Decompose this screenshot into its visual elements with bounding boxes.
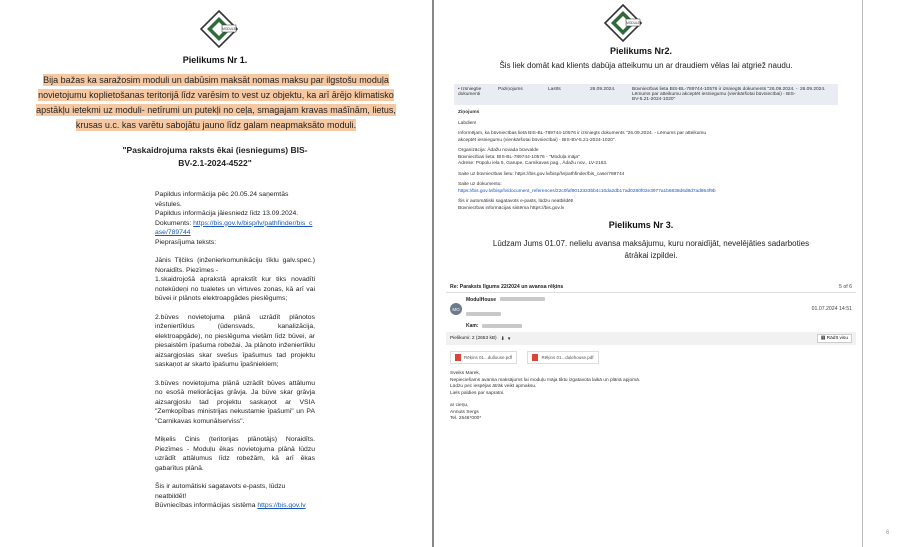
paragraph: 1.skaidrojošā aprakstā aprakstīt kur tiks novadīti notekūdeņi no tualetes un virtuves zonas, kā arī vai būvei ir plānots elektroapgādes pieslēgums;: [155, 276, 315, 302]
request-label: Pieprasījuma teksts:: [155, 238, 217, 246]
info-line: Papildus informācija pēc 20.05.24 saņemtās vēstules.: [155, 191, 289, 208]
documents-link[interactable]: https://bis.gov.lv/bisp/lv/pathfinder/bis_case/789744: [155, 219, 313, 236]
message-line: Būvniecības lieta: BIS-BL-789744-10576 - "Moduļa māja": [458, 154, 580, 160]
svg-text:MODULE: MODULE: [626, 21, 640, 25]
paragraph: Miķelis Cinis (teritorijas plānotājs) Noraidīts. Piezīmes - Moduļu ēkas novietojuma plānā lūdzu uzrādīt attālumus līdz robežām, kā arī ēkas gabarītus plānā.: [155, 436, 315, 472]
email-card: [446, 282, 856, 422]
system-link[interactable]: https://bis.gov.lv: [257, 502, 306, 509]
redacted-recipient: [482, 324, 522, 328]
grid-icon: ▦: [820, 336, 826, 341]
system-line: [155, 501, 315, 511]
email-body-text: [446, 369, 856, 425]
redacted-email: [500, 297, 545, 301]
page-edge: [862, 0, 863, 547]
attachments-label: Pielikumi: 2 (2653 kB): [450, 336, 497, 341]
document-title: [90, 144, 340, 170]
attachments-info: [450, 336, 510, 342]
table-cell: 26.09.2024.: [590, 87, 616, 92]
message-line: Saite uz būvniecības lietu: https://bis.gov.lv/bisp/lv/pathfinder/bis_case/789744: [458, 171, 625, 177]
download-icon[interactable]: ⬇: [500, 335, 505, 342]
table-cell: Būvniecības lieta BIS-BL-789744-10576 ir izsniegts dokuments "26.09.2024. - Lēmums par atteikumu akceptēt iesniegumu (vienkāršotai būvniecībai) - BIS-BV-5.21-2024-1020": [632, 87, 798, 102]
attachment-item[interactable]: [527, 351, 598, 364]
message-line: akceptēt iesniegumu (vienkāršotai būvniecībai) - BIS-BV-5.21-2024-1020".: [458, 137, 616, 143]
system-label: Būvniecības informācijas sistēma: [155, 502, 256, 509]
appendix-2-title: Pielikums Nr2.: [609, 46, 673, 56]
highlight-line: apstākļu ietekmi uz moduli- netīrumi un putekļi no ceļa, smagajam kravas mašīnām, lietus,: [36, 105, 396, 115]
table-cell: Lasīts: [548, 87, 561, 92]
appendix-2-subtitle: Šis liek domāt kad klients dabūja atteikumu un ar draudiem vēlas lai atgriež naudu.: [499, 61, 793, 70]
to-line: [446, 323, 856, 332]
email-subject: Re: Paraksts līgums 22/2024 un avansa rēķins: [450, 284, 564, 290]
attachment-name: Rēķins 01...dulehouse.pdf: [541, 355, 594, 360]
attachments-bar: [446, 332, 856, 345]
message-line: Adrese: Pūpolu iela 5, Garupe, Carnikavas pag., Ādažu nov., LV-2163.: [458, 161, 608, 166]
table-cell: Paziņojums: [498, 87, 523, 92]
message-line: Būvniecības informācijas sistēma https://bis.gov.lv: [458, 205, 565, 211]
show-all-label: Rādīt visu: [826, 336, 848, 341]
attachment-name: Rēķins 01...dullouse.pdf: [464, 355, 513, 360]
greeting: Labdien!: [458, 120, 477, 126]
right-page: [436, 0, 860, 547]
documents-table-row[interactable]: [454, 84, 838, 105]
page-number: 6: [886, 530, 890, 536]
author-line: Jānis Tiļčiks (inženierkomunikāciju tīklu galv.spec.) Noraidīts. Piezīmes -: [155, 257, 315, 274]
email-body-line: Lūdzu pec iespējas ātrāk veikt apmaksu.: [450, 384, 537, 389]
pdf-icon: [455, 354, 461, 361]
left-page: [0, 0, 432, 547]
pdf-icon: [532, 354, 538, 361]
highlight-line: krusas u.c. kas varētu sabojātu jauno līdz galam neapmaksāto moduli.: [75, 120, 357, 130]
paragraph: 2.būves novietojuma plānā uzrādīt plānotos inženiertīklus (ūdensvads, kanalizācija, elektroapgāde), no pieslēguma vietām līdz būvei, ar piesaistēm īpašuma robežai. Ja plānoto inženiertīklu aizsargjoslas skar svešus īpašumus tad projektu saskaņot ar skarto īpašumu īpašniekiem;: [155, 313, 315, 368]
chevron-down-icon[interactable]: ▾: [507, 335, 511, 342]
email-body-line: ar cieņu,: [450, 403, 469, 408]
svg-text:MODULE: MODULE: [222, 27, 236, 31]
email-body-line: Annuts Sergs: [450, 409, 479, 415]
message-line: Saite uz dokumentu:: [458, 182, 502, 187]
auto-email-note: Šis ir automātiski sagatavots e-pasts, lūdzu neatbildēt!: [155, 483, 286, 500]
appendix-3-title: Pielikums Nr 3.: [608, 220, 674, 230]
message-label: Ziņojums: [458, 110, 480, 115]
redacted-text: [466, 312, 501, 316]
attachments-list: [446, 345, 856, 369]
highlight-line: novietojumu koplietošanas teritorijā līdz varēsim to vest uz objektu, ka arī ārējo klimatisko: [38, 90, 394, 100]
page-count: 5 of 6: [839, 284, 852, 290]
email-body-line: Liels paldies par sapratni.: [450, 390, 505, 396]
email-body: [155, 190, 315, 511]
message-line: Informējam, ka būvniecības lietā BIS-BL-789744-10576 ir izsniegts dokuments "26.09.2024. - Lēmums par atteikumu: [458, 131, 707, 136]
document-title-line: BV-2.1-2024-4522": [178, 158, 252, 168]
info-line: Papildus informācija jāiesniedz līdz 13.09.2024.: [155, 210, 299, 217]
email-date: 01.07.2024 14:51: [811, 306, 852, 312]
documents-line: [155, 219, 315, 238]
page-divider: [432, 0, 434, 547]
appendix-3-text: [456, 238, 846, 262]
email-body-line: Nepieciešams avansa maksājums lai moduļu māja tiktu izgatavota laikā un plānā apjomā.: [450, 377, 641, 383]
sender-name: ModulHouse: [466, 297, 496, 303]
message-line: Šis ir automātiski sagatavots e-pasts, lūdzu neatbildēt!: [458, 199, 574, 204]
to-label: Kam:: [466, 323, 479, 329]
attachment-item[interactable]: [450, 351, 517, 364]
message-line: Organizācija: Ādažu novada būvvalde: [458, 148, 539, 153]
paragraph: 3.būves novietojuma plānā uzrādīt būves attālumu no esošā meliorācijas grāvja. Ja būve skar grāvja aizsargjoslu tad projektu saskaņot ar VSIA "Zemkopības ministrijas nekustamie īpašumi" un PA "Carnikavas komunālserviss".: [155, 379, 315, 425]
highlighted-statement: [30, 73, 402, 133]
documents-label: Dokuments:: [155, 219, 192, 227]
bis-notice-card: [454, 84, 838, 214]
email-body-line: Tel. 2546*000*: [450, 416, 482, 421]
avatar: MO: [450, 303, 462, 315]
highlight-line: Bija bažas ka saražosim moduli un dabūsim maksāt nomas maksu par ilgstošu moduļa: [43, 75, 389, 85]
appendix-3-line: Lūdzam Jums 01.07. nelielu avansa maksājumu, kuru noraidījāt, nevelējāties sadarboties: [492, 239, 810, 248]
email-body-line: Sveiks Marek,: [450, 371, 481, 376]
show-all-button[interactable]: [817, 334, 852, 343]
document-link[interactable]: https://bis.gov.lv/bisp/lv/document_references/22c0faf9012323bb4c10da2db17ad0280f02e3977a1b6838d6d8d7ad864f9b: [458, 188, 716, 194]
table-cell: 26.09.2024.: [800, 87, 826, 92]
table-cell: • Izsniegtie dokumenti: [458, 87, 482, 97]
appendix-3-line: ātrākai izpildei.: [624, 251, 678, 260]
logo-icon: [200, 10, 238, 48]
logo-icon: [604, 4, 642, 42]
document-title-line: "Paskaidrojuma raksts ēkai (iesniegums) BIS-: [122, 145, 308, 155]
appendix-1-title: Pielikums Nr 1.: [182, 55, 248, 65]
